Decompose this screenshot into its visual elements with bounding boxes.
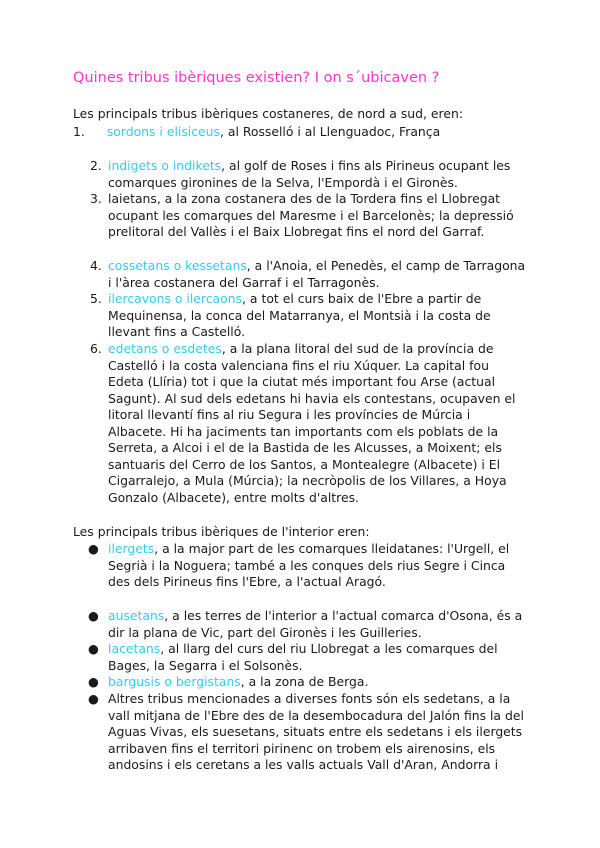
list-number: 2.	[90, 158, 102, 173]
tribe-name: indigets o indikets	[108, 158, 222, 173]
tribe-name: bargusis o bergistans	[108, 674, 241, 689]
list-item	[90, 158, 528, 191]
tribe-name: edetans o esdetes	[108, 341, 222, 356]
bullet-icon: ●	[88, 608, 99, 623]
list-text: , a tot el curs baix de l'Ebre a partir de Mequinensa, la conca del Matarranya, el Montsià i la costa de llevant fins a Castelló.	[108, 291, 491, 339]
list-text: , a la major part de les comarques lleidatanes: l'Urgell, el Segrià i la Noguera; també a les conques dels rius Segre i Cinca des dels Pirineus fins l'Ebre, a l'actual Aragó.	[108, 541, 510, 589]
tribe-name: ilercavons o ilercaons	[108, 291, 243, 306]
list-text: , al golf de Roses i fins als Pirineus ocupant les comarques gironines de la Selva, l'Empordà i el Gironès.	[108, 158, 511, 190]
list-number: 5.	[90, 291, 102, 306]
bullet-icon: ●	[88, 641, 99, 656]
tribe-name: ausetans	[108, 608, 165, 623]
list-item	[90, 291, 528, 341]
list-item	[88, 674, 528, 691]
tribe-name: lacetans	[108, 641, 161, 656]
list-text: , a l'Anoia, el Penedès, el camp de Tarragona i l'àrea costanera del Garraf i el Tarragonès.	[108, 258, 526, 290]
list-item	[90, 191, 528, 241]
bullet-icon: ●	[88, 691, 99, 706]
list-item	[88, 691, 528, 774]
list-text: , al llarg del curs del riu Llobregat a les comarques del Bages, la Segarra i el Solsonès.	[108, 641, 498, 673]
list-text: , a les terres de l'interior a l'actual comarca d'Osona, és a dir la plana de Vic, part del Gironès i les Guilleries.	[108, 608, 523, 640]
list-text: , a la zona de Berga.	[240, 674, 369, 689]
list-number: 3.	[90, 191, 102, 206]
list-item	[90, 341, 528, 506]
list-number: 6.	[90, 341, 102, 356]
list-item	[88, 608, 528, 641]
list-item	[88, 641, 528, 674]
page-title: Quines tribus ibèriques existien? I on s´ubicaven ?	[73, 70, 440, 86]
list-item	[88, 541, 528, 591]
bullet-icon: ●	[88, 541, 99, 556]
tribe-name: sordons i elisiceus	[106, 124, 220, 139]
bullet-icon: ●	[88, 674, 99, 689]
list-text: , a la plana litoral del sud de la província de Castelló i la costa valenciana fins el riu Xúquer. La capital fou Edeta (Llíria) tot i que la ciutat més important fou Arse (actual Sagunt). Al sud dels edetans hi havia els contestans, ocupaven el litoral llevantí fins al riu Segura i les províncies de Múrcia i Albacete. Hi ha jaciments tan importants com els poblats de la Serreta, a Alcoi i el de la Bastida de les Alcusses, a Moixent; els santuaris del Cerro de los Santos, a Montealegre (Albacete) i El Cigarralejo, a Mula (Múrcia); la necròpolis de los Villares, a Hoya Gonzalo (Albacete), entre molts d'altres.	[108, 341, 516, 505]
list-text: , al Rosselló i al Llenguadoc, França	[219, 124, 441, 139]
list-item	[90, 258, 528, 291]
list-item	[73, 124, 440, 141]
tribe-name: ilergets	[108, 541, 155, 556]
list-text: laietans, a la zona costanera des de la Tordera fins el Llobregat ocupant les comarques del Maresme i el Barcelonès; la depressió prelitoral del Vallès i el Baix Llobregat fins el nord del Garraf.	[108, 191, 514, 239]
coastal-intro: Les principals tribus ibèriques costaneres, de nord a sud, eren:	[73, 106, 463, 121]
interior-intro: Les principals tribus ibèriques de l'interior eren:	[73, 524, 370, 539]
list-text: Altres tribus mencionades a diverses fonts són els sedetans, a la vall mitjana de l'Ebre des de la desembocadura del Jalón fins la del Aguas Vivas, els suesetans, situats entre els sedetans i els ilergets arribaven fins el territori pirinenc on trobem els airenosins, els andosins i els ceretans a les valls actuals Vall d'Aran, Andorra i	[108, 691, 524, 772]
list-number: 1.	[73, 124, 85, 139]
list-number: 4.	[90, 258, 102, 273]
tribe-name: cossetans o kessetans	[108, 258, 247, 273]
